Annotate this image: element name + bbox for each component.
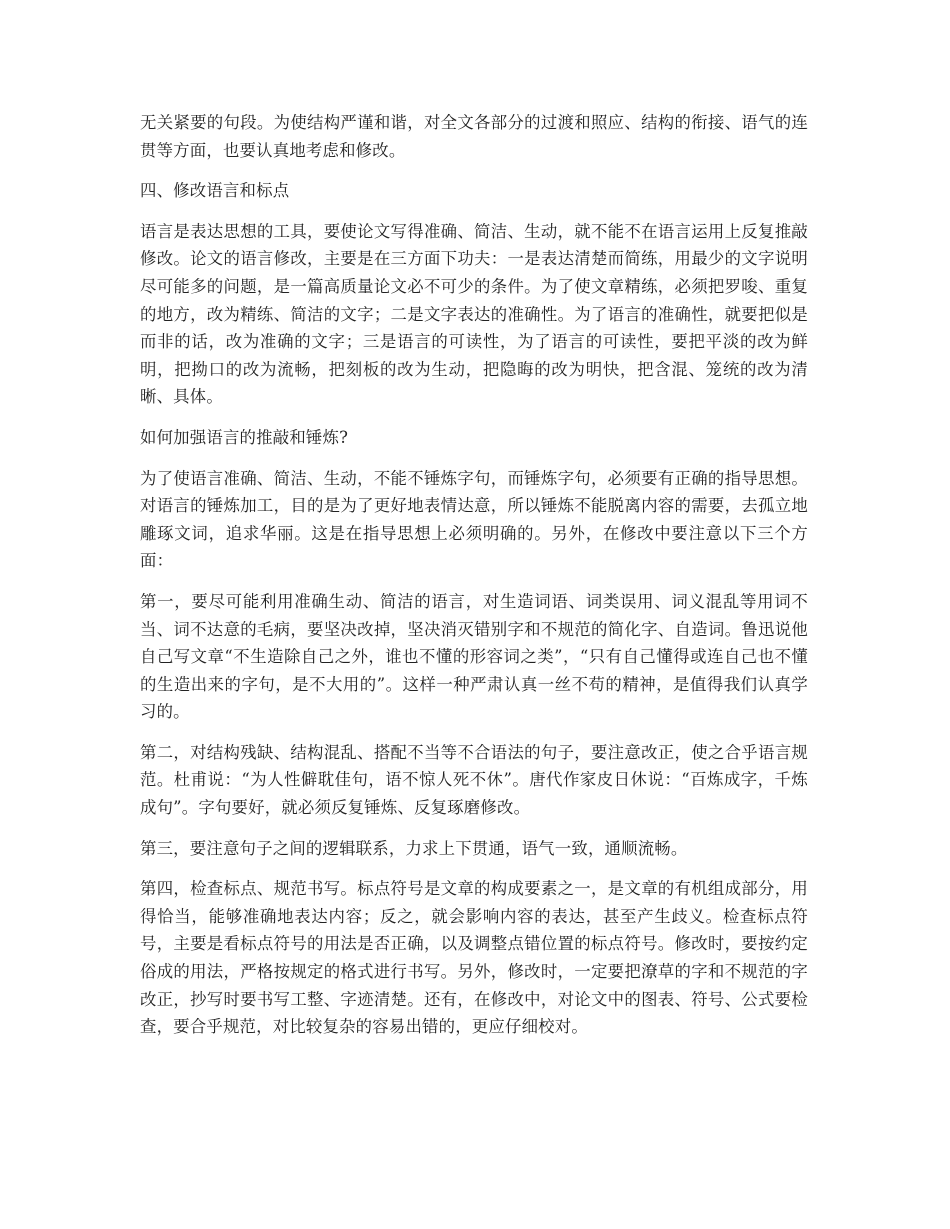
paragraph-point-first: 第一，要尽可能利用准确生动、简洁的语言，对生造词语、词类误用、词义混乱等用词不当、词不达意的毛病，要坚决改掉，坚决消灭错别字和不规范的简化字、自造词。鲁迅说他自己写文章“不生造除自己之外，谁也不懂的形容词之类”，“只有自己懂得或连自己也不懂的生造出来的字句，是不大用的”。这样一种严肃认真一丝不苟的精神，是值得我们认真学习的。 [140,591,808,722]
paragraph-point-fourth: 第四，检查标点、规范书写。标点符号是文章的构成要素之一，是文章的有机组成部分，用得恰当，能够准确地表达内容；反之，就会影响内容的表达，甚至产生歧义。检查标点符号，主要是看标点符号的用法是否正确，以及调整点错位置的标点符号。修改时，要按约定俗成的用法，严格按规定的格式进行书写。另外，修改时，一定要把潦草的字和不规范的字改正，抄写时要书写工整、字迹清楚。还有，在修改中，对论文中的图表、符号、公式要检查，要合乎规范，对比较复杂的容易出错的，更应仔细校对。 [140,879,808,1037]
subheading-language-refinement: 如何加强语言的推敲和锤炼? [140,427,349,447]
paragraph-language-revision: 语言是表达思想的工具，要使论文写得准确、简洁、生动，就不能不在语言运用上反复推敲修改。论文的语言修改，主要是在三方面下功夫：一是表达清楚而简练，用最少的文字说明尽可能多的问题，是一篇高质量论文必不可少的条件。为了使文章精练，必须把罗唆、重复的地方，改为精练、简洁的文字；二是文字表达的准确性。为了语言的准确性，就要把似是而非的话，改为准确的文字；三是语言的可读性，为了语言的可读性，要把平淡的改为鲜明，把拗口的改为流畅，把刻板的改为生动，把隐晦的改为明快，把含混、笼统的改为清晰、具体。 [140,221,808,407]
section-heading-language-punctuation: 四、修改语言和标点 [140,181,290,201]
paragraph-point-second: 第二，对结构残缺、结构混乱、搭配不当等不合语法的句子，要注意改正，使之合乎语言规范。杜甫说：“为人性僻耽佳句，语不惊人死不休”。唐代作家皮日休说：“百炼成字，千炼成句”。字句要好，就必须反复锤炼、反复琢磨修改。 [140,742,808,818]
document-page [140,109,808,1054]
paragraph-point-third: 第三，要注意句子之间的逻辑联系，力求上下贯通，语气一致，通顺流畅。 [140,838,688,858]
paragraph-structure-continuation: 无关紧要的句段。为使结构严谨和谐，对全文各部分的过渡和照应、结构的衔接、语气的连贯等方面，也要认真地考虑和修改。 [140,113,808,160]
paragraph-refinement-intro: 为了使语言准确、简洁、生动，不能不锤炼字句，而锤炼字句，必须要有正确的指导思想。对语言的锤炼加工，目的是为了更好地表情达意，所以锤炼不能脱离内容的需要，去孤立地雕琢文词，追求华丽。这是在指导思想上必须明确的。另外，在修改中要注意以下三个方面： [140,468,808,571]
